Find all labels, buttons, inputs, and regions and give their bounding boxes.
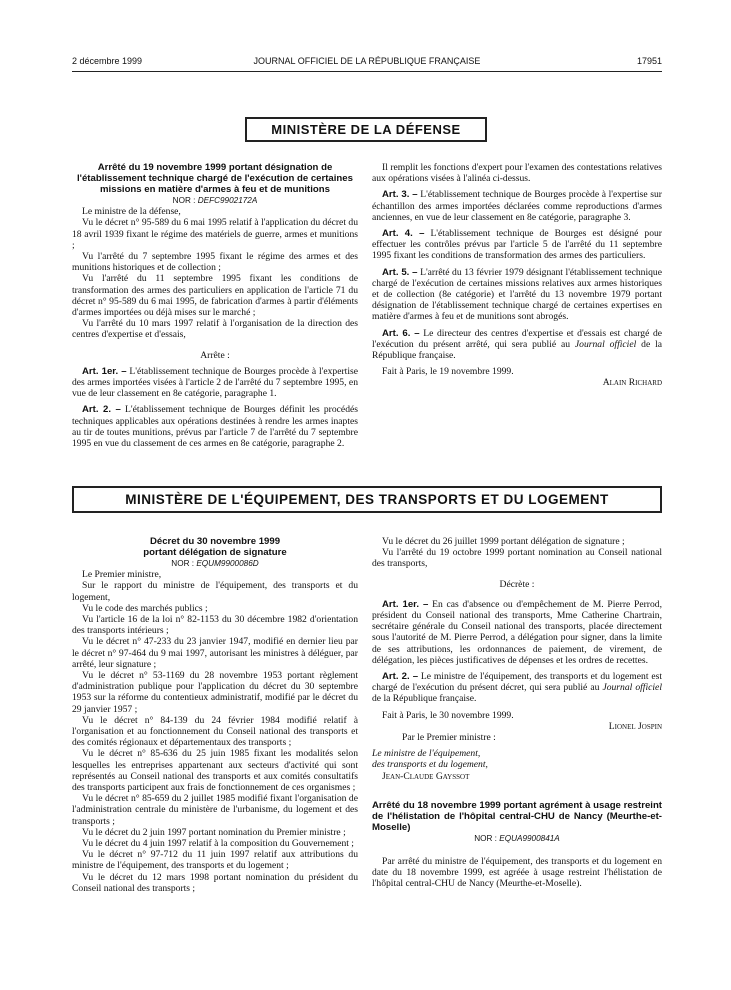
arrete-heading: Arrête :: [200, 349, 230, 361]
paragraph: Vu le décret du 2 juin 1997 portant nomination du Premier ministre ;: [82, 826, 346, 838]
section2-right-column: [372, 536, 662, 890]
article-1: Art. 1er. – L'établissement technique de Bourges procède à l'expertise des armes importées visées à l'article 2 de l'arrêté du 7 septembre 1995, en vue de leur classement en 8e catégorie, paragraphe 1.: [72, 365, 358, 400]
paragraph: Vu l'arrêté du 19 octobre 1999 portant nomination au Conseil national des transports,: [372, 547, 662, 570]
paragraph: Vu l'article 16 de la loi n° 82-1153 du 30 décembre 1982 d'orientation des transports intérieurs ;: [72, 614, 358, 637]
paragraph: Vu le décret n° 85-659 du 2 juillet 1985 modifié fixant l'organisation de l'administration centrale du ministère de l'urbanisme, du logement et des transports ;: [72, 793, 358, 827]
nor-line: NOR : EQUA9900841A: [474, 833, 560, 843]
paragraph: Vu le décret du 12 mars 1998 portant nomination du président du Conseil national des transports ;: [72, 871, 358, 894]
header-rule: [72, 71, 662, 72]
paragraph: Vu le décret n° 84-139 du 24 février 1984 modifié relatif à l'organisation et au fonctionnement du Conseil national des transports et des comités régionaux et départementaux des transports ;: [72, 714, 358, 749]
header-page-number: 17951: [636, 56, 662, 66]
paragraph: Vu le décret n° 97-712 du 11 juin 1997 relatif aux attributions du ministre de l'équipement, des transports et du logement ;: [72, 849, 358, 872]
header-journal: JOURNAL OFFICIEL DE LA RÉPUBLIQUE FRANÇAISE: [253, 56, 481, 66]
paragraph: Vu le décret n° 85-636 du 25 juin 1985 fixant les modalités selon lesquelles les entreprises appartenant aux secteurs d'activité qui sont représentés au Conseil national des transports et aux comités consultatifs des transports participent aux frais de fonctionnement de ces organismes ;: [72, 748, 358, 794]
decrete-heading: Décrète :: [499, 578, 535, 590]
paragraph: Vu l'arrêté du 10 mars 1997 relatif à l'organisation de la direction des centres d'expertise et d'essais,: [72, 318, 358, 341]
paragraph: Vu l'arrêté du 11 septembre 1995 fixant les conditions de transformation des armes des particuliers en application de l'article 71 du décret n° 95-589 du 6 mai 1995, de fabrication d'armes à partir d'éléments d'armes importées ou déjà mises sur le marché ;: [72, 273, 358, 319]
ministry-equipment-heading: MINISTÈRE DE L'ÉQUIPEMENT, DES TRANSPORTS ET DU LOGEMENT: [72, 486, 662, 513]
decret-title: Décret du 30 novembre 1999: [149, 536, 281, 547]
nor-line: NOR : DEFC9902172A: [172, 196, 258, 205]
arrete-title: Arrêté du 19 novembre 1999 portant désignation de l'établissement technique chargé de l'exécution de certaines missions en matière d'armes à feu et de munitions: [77, 162, 353, 195]
paragraph: Vu le décret n° 95-589 du 6 mai 1995 relatif à l'application du décret du 18 avril 1939 fixant le régime des matériels de guerre, armes et munitions ;: [72, 217, 358, 251]
article-3: Art. 3. – L'établissement technique de Bourges procède à l'expertise sur échantillon des armes importées déclarées comme reproductions d'armes anciennes, en vue de leur classement en 8e catégorie, paragraphe 3.: [372, 189, 662, 223]
paragraph: Vu le décret n° 47-233 du 23 janvier 1947, modifié en dernier lieu par le décret n° 97-464 du 9 mai 1997, autorisant les ministres à déléguer, par arrêté, leur signature ;: [72, 636, 358, 670]
paragraph: Sur le rapport du ministre de l'équipement, des transports et du logement,: [72, 580, 358, 603]
signature: Alain Richard: [602, 377, 662, 389]
nor-line: NOR : EQUM9900086D: [171, 559, 259, 568]
paragraph: Vu le code des marchés publics ;: [82, 602, 208, 614]
paragraph: Vu l'arrêté du 7 septembre 1995 fixant le régime des armes et des munitions historiques et de collection ;: [72, 251, 358, 274]
article-5: Art. 5. – L'arrêté du 13 février 1979 désignant l'établissement technique chargé de l'exécution de certaines missions relatives aux armes historiques et de collection (8e catégorie) et l'arrêté du 13 novembre 1979 portant désignation de l'établissement technique chargé de certaines expertises en matière d'armes à feu et de munitions sont abrogés.: [372, 266, 662, 323]
article-2: Art. 2. – L'établissement technique de Bourges définit les procédés techniques applicables aux opérations destinées à rendre les armes inaptes au tir de toutes munitions, prévus par l'article 7 de l'arrêté du 7 septembre 1995 en vue du classement de ces armes en 8e catégorie, paragraphe 2.: [72, 404, 358, 450]
paragraph: Le Premier ministre,: [82, 569, 162, 581]
minister-line: des transports et du logement,: [372, 759, 488, 771]
paragraph: Vu le décret du 26 juillet 1999 portant délégation de signature ;: [382, 536, 625, 547]
paragraph: Vu le décret n° 53-1169 du 28 novembre 1953 portant règlement d'administration publique pour l'application du décret du 30 septembre 1953 sur la réforme du contentieux administratif, modifié par le décret du 29 janvier 1957 ;: [72, 670, 358, 715]
signature-date: Fait à Paris, le 30 novembre 1999.: [382, 709, 514, 721]
article-2: Art. 2. – Le ministre de l'équipement, des transports et du logement est chargé de l'exécution du présent décret, qui sera publié au Journal officiel de la République française.: [372, 671, 662, 705]
paragraph: Par arrêté du ministre de l'équipement, des transports et du logement en date du 18 novembre 1999, est agréée à usage restreint l'hélistation de l'hôpital central-CHU de Nancy (Meurthe-et-Moselle).: [372, 856, 662, 890]
article-4: Art. 4. – L'établissement technique de Bourges est désigné pour effectuer les contrôles prévus par l'article 5 de l'arrêté du 11 septembre 1995 fixant les conditions de transformation des armes des particuliers.: [372, 228, 662, 262]
signature: Jean-Claude Gayssot: [382, 770, 470, 782]
signature: Lionel Jospin: [608, 720, 662, 732]
paragraph: Vu le décret du 4 juin 1997 relatif à la composition du Gouvernement ;: [82, 838, 354, 850]
section2-left-column: [72, 536, 358, 894]
page-header: [72, 56, 662, 70]
paragraph: Le ministre de la défense,: [82, 206, 181, 218]
section1-right-column: [372, 162, 662, 389]
article-1: Art. 1er. – En cas d'absence ou d'empêchement de M. Pierre Perrod, président du Conseil national des transports, Mme Catherine Chartrain, secrétaire générale du Conseil national des transports, placée directement sous l'autorité de M. Pierre Perrod, a délégation pour signer, dans la limite de ses attributions, les ordonnances de paiement, de virement, de délégation, les pièces justificatives de dépenses et les ordres de recettes.: [372, 598, 662, 666]
paragraph: Il remplit les fonctions d'expert pour l'examen des contestations relatives aux opérations visées à l'alinéa ci-dessus.: [372, 162, 662, 185]
ministry-defense-heading: MINISTÈRE DE LA DÉFENSE: [245, 117, 487, 142]
section1-left-column: [72, 162, 358, 449]
par-line: Par le Premier ministre :: [402, 732, 496, 744]
signature-date: Fait à Paris, le 19 novembre 1999.: [382, 366, 514, 378]
minister-line: Le ministre de l'équipement,: [372, 748, 481, 760]
decret-subtitle: portant délégation de signature: [143, 547, 287, 558]
header-date: 2 décembre 1999: [72, 56, 143, 66]
article-6: Art. 6. – Le directeur des centres d'expertise et d'essais est chargé de l'exécution du présent arrêté, qui sera publié au Journal officiel de la République française.: [372, 327, 662, 362]
arrete-title: Arrêté du 18 novembre 1999 portant agrément à usage restreint de l'hélistation de l'hôpital central-CHU de Nancy (Meurthe-et-Moselle): [372, 799, 662, 833]
